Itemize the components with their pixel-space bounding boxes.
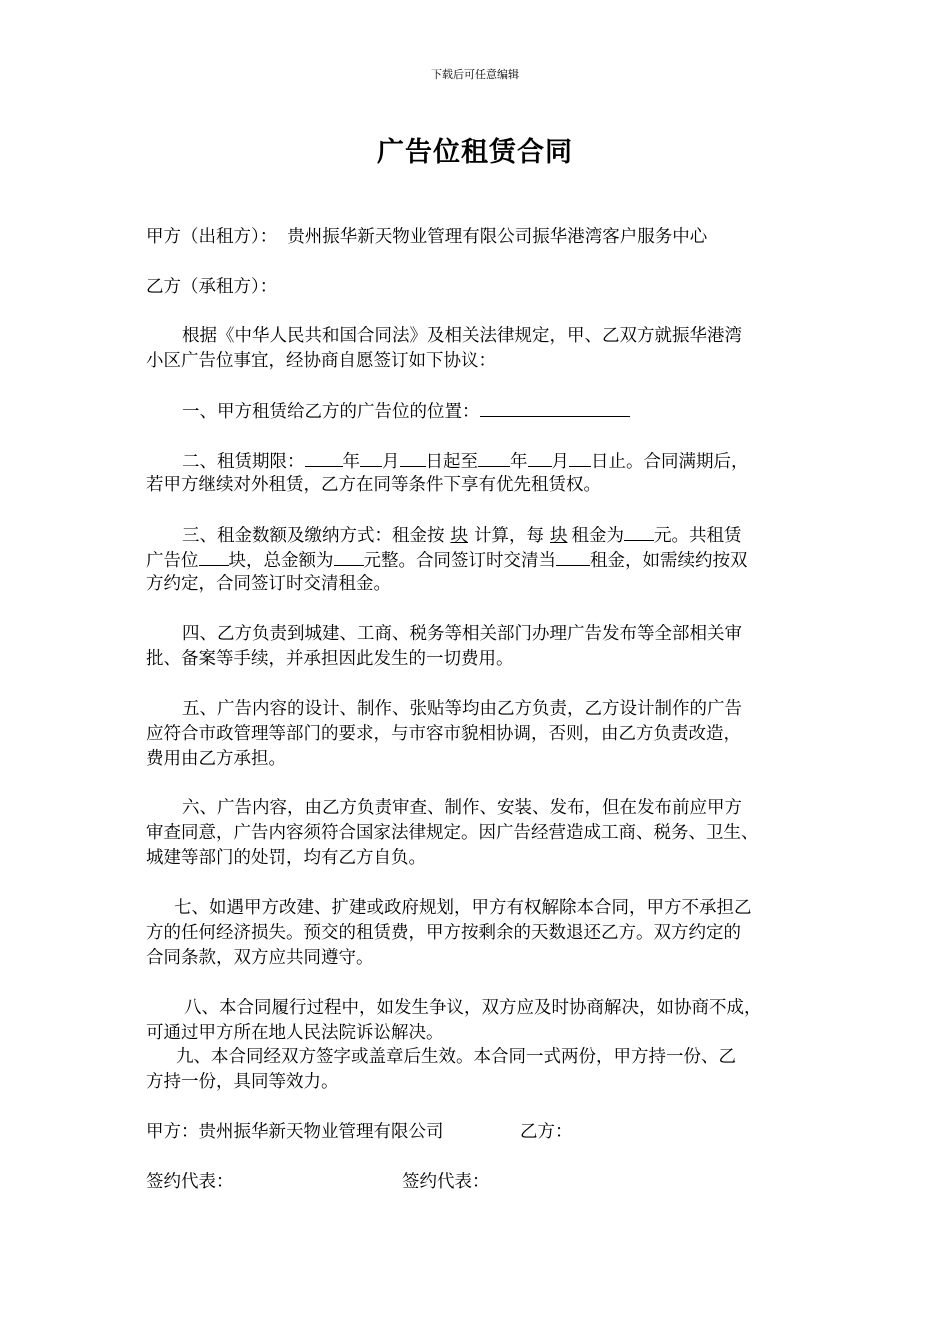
intro-line-2: 小区广告位事宜，经协商自愿签订如下协议： (146, 351, 496, 371)
clause-8-line-1: 八、本合同履行过程中，如发生争议，双方应及时协商解决，如协商不成， (184, 998, 762, 1018)
clause-6-line-3: 城建等部门的处罚，均有乙方自负。 (146, 848, 426, 868)
clause-3-text-c: 租金为 (571, 526, 624, 546)
end-day-blank (569, 448, 591, 467)
end-month-blank (528, 448, 552, 467)
clause-2-end-text: 日止。合同满期后， (591, 452, 749, 472)
page-header-note: 下载后可任意编辑 (431, 68, 519, 81)
clause-9-line-2: 方持一份，具同等效力。 (146, 1072, 339, 1092)
start-month-blank (360, 448, 382, 467)
clause-8-line-2: 可通过甲方所在地人民法院诉讼解决。 (146, 1023, 444, 1043)
clause-4-line-2: 批、备案等手续，并承担因此发生的一切费用。 (146, 649, 514, 669)
clause-7-line-1: 七、如遇甲方改建、扩建或政府规划，甲方有权解除本合同，甲方不承担乙 (174, 898, 752, 918)
clause-7-line-2: 方的任何经济损失。预交的租赁费，甲方按剩余的天数退还乙方。双方约定的 (146, 923, 741, 943)
start-day-blank (400, 448, 426, 467)
clause-2-label: 二、租赁期限： (182, 452, 305, 472)
clause-6-line-1: 六、广告内容，由乙方负责审查、制作、安装、发布，但在发布前应甲方 (182, 798, 742, 818)
clause-3-text-h: 租金，如需续约按双 (590, 551, 748, 571)
party-a-name: 贵州振华新天物业管理有限公司振华港湾客户服务中心 (287, 227, 708, 247)
signature-rep-b: 签约代表： (402, 1172, 490, 1192)
location-blank (480, 398, 630, 417)
year-unit: 年 (342, 452, 360, 472)
period-blank (556, 547, 590, 566)
clause-2-line-1 (182, 448, 749, 474)
start-year-blank (305, 448, 343, 467)
clause-9-line-1: 九、本合同经双方签字或盖章后生效。本合同一式两份，甲方持一份、乙 (176, 1047, 736, 1067)
clause-6-line-2: 审查同意，广告内容须符合国家法律规定。因广告经营造成工商、税务、卫生、 (146, 823, 759, 843)
intro-line-1: 根据《中华人民共和国合同法》及相关法律规定，甲、乙双方就振华港湾 (182, 326, 742, 346)
clause-3-text-g: 元整。合同签订时交清当 (363, 551, 556, 571)
count-blank (199, 547, 229, 566)
clause-3-label: 三、租金数额及缴纳方式：租金按 (182, 526, 445, 546)
clause-3-line-1 (182, 522, 742, 548)
signature-party-b: 乙方： (520, 1122, 573, 1142)
end-year-blank (478, 448, 510, 467)
party-a-label: 甲方（出租方）： (146, 227, 278, 247)
clause-3-line-3: 方约定，合同签订时交清租金。 (146, 574, 391, 594)
clause-5-line-1: 五、广告内容的设计、制作、张贴等均由乙方负责，乙方设计制作的广告 (182, 699, 742, 719)
year-unit: 年 (510, 452, 528, 472)
party-a-line (146, 225, 707, 249)
document-title: 广告位租赁合同 (377, 137, 573, 168)
unit-2-filled: 块 (550, 526, 568, 546)
clause-1 (182, 398, 630, 424)
clause-5-line-2: 应符合市政管理等部门的要求，与市容市貌相协调，否则，由乙方负责改造， (146, 724, 741, 744)
month-unit: 月 (382, 452, 400, 472)
clause-3-text-d: 元。共租赁 (654, 526, 742, 546)
signature-rep-a: 签约代表： (146, 1172, 234, 1192)
total-blank (334, 547, 364, 566)
clause-5-line-3: 费用由乙方承担。 (146, 749, 286, 769)
clause-3-line-2 (146, 547, 748, 573)
signature-party-a: 甲方：贵州振华新天物业管理有限公司 (146, 1122, 444, 1142)
clause-3-text-e: 广告位 (146, 551, 199, 571)
clause-1-text: 一、甲方租赁给乙方的广告位的位置： (182, 402, 480, 422)
clause-4-line-1: 四、乙方负责到城建、工商、税务等相关部门办理广告发布等全部相关审 (182, 624, 742, 644)
clause-3-text-b: 计算，每 (474, 526, 544, 546)
unit-1-filled: 块 (450, 526, 468, 546)
day-unit: 日起至 (425, 452, 478, 472)
party-b-label: 乙方（承租方）： (146, 277, 278, 297)
month-unit: 月 (551, 452, 569, 472)
clause-3-text-f: 块，总金额为 (228, 551, 334, 571)
clause-2-line-2: 若甲方继续对外租赁，乙方在同等条件下享有优先租赁权。 (146, 475, 601, 495)
clause-7-line-3: 合同条款，双方应共同遵守。 (146, 948, 374, 968)
rent-amount-blank (624, 522, 654, 541)
